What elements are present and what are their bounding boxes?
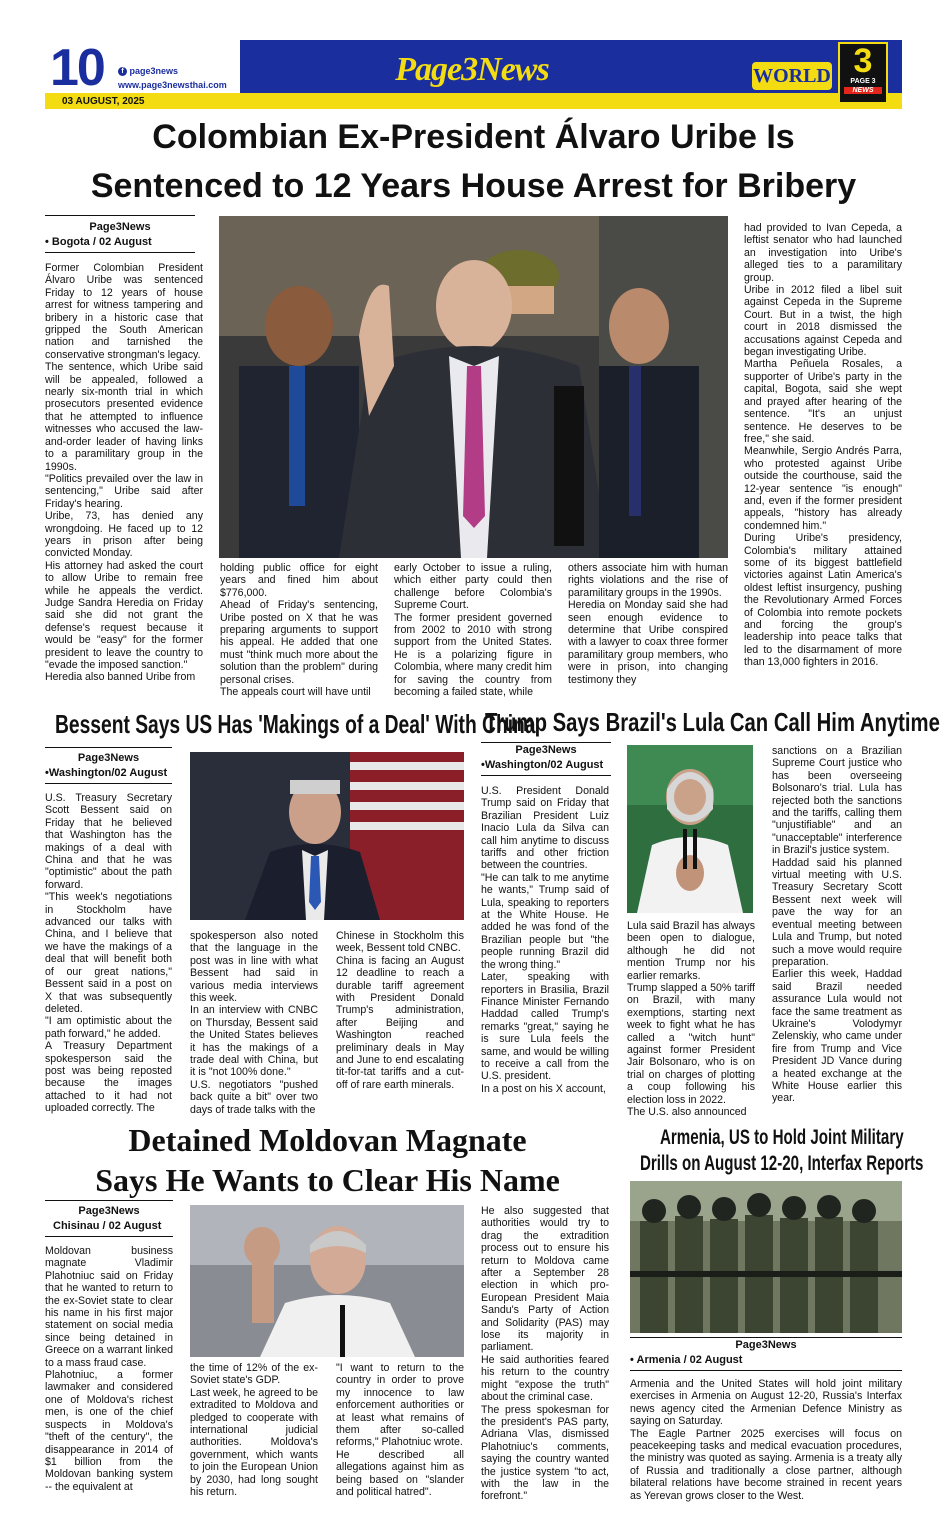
- article4-headline-line2: Says He Wants to Clear His Name: [95, 1162, 560, 1198]
- article1-column-4: others associate him with human rights violations and the rise of paramilitary groups in the 1990s. Heredia on Monday said she had seen enough evidence to determine that Uribe conspired with a lawyer to coax three former paramilitary group members, who were in prison, into changing testimony they: [568, 562, 728, 686]
- article1-dateline: • Bogota / 02 August: [45, 236, 152, 248]
- article2-column-1: U.S. Treasury Secretary Scott Bessent said on Friday that he believed that Washington has the makings of a deal with China and that he was "optimistic" about the path forward. "This week's negotiations in Stockholm have advanced our talks with China, and I believe that we have the makings of a deal that will benefit both of our great nations," Bessent said in a post on X that was subsequently deleted. "I am optimistic about the path forward," he added. A Treasury Department spokesperson said the post was being reposted because the images attached to it had not uploaded correctly. The: [45, 792, 172, 1115]
- article3-source: Page3News: [515, 744, 577, 756]
- article1-column-1: Former Colombian President Álvaro Uribe was sentenced Friday to 12 years of house arrest for witness tampering and bribery in a historic case that gripped the South American nation and tarnished the conservative strongman's legacy. The sentence, which Uribe said will be appealed, followed a nearly six-month trial in which prosecutors presented evidence that he attempted to influence witnesses who accused the law-and-order leader of having links to a paramilitary group in the 1990s. "Politics prevailed over the law in sentencing," Uribe said after Friday's hearing. Uribe, 73, has denied any wrongdoing. He faced up to 12 years in prison after being convicted Monday. His attorney had asked the court to allow Uribe to remain free while he appeals the verdict. Judge Sandra Heredia on Friday said she did not grant the defense's request because it would be "easy" for the former president to leave the country to "evade the imposed sanction." Heredia also banned Uribe from: [45, 262, 203, 684]
- logo-label: PAGE 3: [850, 78, 876, 85]
- byline-rule: [45, 215, 195, 216]
- article5-headline-line2: Drills on August 12-20, Interfax Reports: [640, 1152, 924, 1175]
- article4-column-4: He also suggested that authorities would try to drag the extradition process out to ensure his return to Moldova came after a September 28 election in which pro-European President Maia Sandu's Party of Action and Solidarity (PAS) may lose its majority in parliament. He said authorities feared his return to the country might "expose the truth" about the criminal case. The press spokesman for the president's PAS party, Adriana Vlas, dismissed Plahotniuc's comments, saying the country wanted the justice system "to act, with the law in the forefront.": [481, 1205, 609, 1503]
- article2-column-2: spokesperson also noted that the language in the post was in line with what Bessent had said in various media interviews this week. In an interview with CNBC on Thursday, Bessent said the United States believes it has the makings of a trade deal with China, but it is "not 100% done." U.S. negotiators "pushed back quite a bit" over two days of trade talks with the: [190, 930, 318, 1116]
- byline-rule: [630, 1370, 902, 1371]
- article2-source: Page3News: [77, 752, 140, 764]
- bessent-photo: [190, 752, 464, 920]
- lula-photo-illustration: [627, 745, 753, 913]
- byline-rule: [481, 775, 611, 776]
- page3-logo: [838, 42, 888, 104]
- uribe-photo-illustration: [219, 216, 728, 558]
- article4-dateline: Chisinau / 02 August: [53, 1220, 162, 1232]
- article1-source: Page3News: [89, 221, 151, 233]
- article3-column-2: Lula said Brazil has always been open to dialogue, although he did not mention Trump nor his earlier remarks. Trump slapped a 50% tariff on Brazil, with many exemptions, starting next week to fight what he has called a "witch hunt" against former President Jair Bolsonaro, who is on trial on charges of plotting a coup following his election loss in 2022. The U.S. also announced: [627, 920, 755, 1119]
- byline-rule: [45, 783, 172, 784]
- issue-date: 03 AUGUST, 2025: [62, 96, 145, 107]
- logo-number: 3: [853, 42, 873, 80]
- article5-source: Page3News: [735, 1339, 797, 1351]
- article4-column-2: the time of 12% of the ex-Soviet state's GDP. Last week, he agreed to be extradited to Moldova and pledged to cooperate with international judicial authorities. Moldova's government, which wants to join the European Union by 2030, had long sought his return.: [190, 1362, 318, 1499]
- page-number: 10: [50, 39, 104, 97]
- article1-column-5: had provided to Ivan Cepeda, a leftist senator who had launched an investigation into Uribe's alleged ties to a paramilitary group. Uribe in 2012 filed a libel suit against Cepeda in the Supreme Court. But in a twist, the high court in 2018 dismissed the accusations against Cepeda and began investigating Uribe. Martha Peñuela Rosales, a supporter of Uribe's party in the capital, Bogota, said she wept and prayed after hearing of the sentence. "It's an unjust sentence. He deserves to be free," she said. Meanwhile, Sergio Andrés Parra, who protested against Uribe outside the courthouse, said the 12-year sentence "is enough" and, even if the former president appeals, "history has already condemned him." During Uribe's presidency, Colombia's military attained some of its biggest battlefield victories against Latin America's oldest leftist insurgency, pushing the Revolutionary Armed Forces of Colombia into remote pockets and forcing the group's leadership into peace talks that led to the disarmament of more than 13,000 fighters in 2016.: [744, 222, 902, 669]
- armenia-drill-photo-illustration: [630, 1181, 902, 1333]
- article4-column-1: Moldovan business magnate Vladimir Plahotniuc said on Friday that he wanted to return to the ex-Soviet state to clear his name in his first major statement on social media since being detained in Greece on a warrant linked to a mass fraud case. Plahotniuc, a former lawmaker and considered one of Moldova's richest men, is one of the chief suspects in Moldova's "theft of the century", the disappearance in 2014 of $1 billion from the Moldovan banking system -- the equivalent at: [45, 1245, 173, 1493]
- byline-rule: [45, 252, 195, 253]
- website[interactable]: www.page3newsthai.com: [118, 80, 227, 90]
- armenia-drill-photo: [630, 1181, 902, 1333]
- article3-column-3: sanctions on a Brazilian Supreme Court justice who has been overseeing Bolsonaro's trial. Lula has rejected both the sanctions and the tariffs, calling them "unjustifiable" and an "unacceptable" interference in Brazil's justice system. Haddad said his planned virtual meeting with U.S. Treasury Secretary Scott Bessent next week will pave the way for an eventual meeting between Lula and Trump, but noted such a move would require preparation. Earlier this week, Haddad said Brazil needed assurance Lula would not face the same treatment as Ukraine's Volodymyr Zelenskiy, who came under fire from Trump and Vice President JD Vance during a heated exchange at the White House earlier this year.: [772, 745, 902, 1105]
- facebook-icon: f: [118, 67, 127, 76]
- article5-headline-line1: Armenia, US to Hold Joint Military: [660, 1126, 904, 1149]
- uribe-photo: [219, 216, 728, 558]
- article3-column-1: U.S. President Donald Trump said on Friday that Brazilian President Luiz Inacio Lula da Silva can call him anytime to discuss tariffs and other friction between the countries. "He can talk to me anytime he wants," Trump said of Lula, speaking to reporters at the White House. He added he was fond of the Brazilian people but "the people running Brazil did the wrong thing." Later, speaking with reporters in Brasilia, Brazil Finance Minister Fernando Haddad called Trump's remarks "great," saying he is sure Lula feels the same, and would be willing to receive a call from the U.S. president. In a post on his X account,: [481, 785, 609, 1095]
- masthead: Page3News: [395, 51, 549, 88]
- article1-column-2: holding public office for eight years and fined him about $776,000. Ahead of Friday's sentencing, Uribe posted on X that he was preparing arguments to support his appeal. He added that one must "think much more about the solution than the problem" during personal crises. The appeals court will have until: [220, 562, 378, 699]
- byline-rule: [45, 747, 172, 748]
- lula-photo: [627, 745, 753, 913]
- byline-rule: [45, 1200, 173, 1201]
- article1-headline-line1: Colombian Ex-President Álvaro Uribe Is: [152, 118, 795, 156]
- article3-dateline: •Washington/02 August: [481, 759, 604, 771]
- article2-headline: Bessent Says US Has 'Makings of a Deal' With China: [55, 709, 536, 739]
- social-handle: [118, 66, 178, 76]
- article2-column-3: Chinese in Stockholm this week, Bessent told CNBC. China is facing an August 12 deadline to reach a durable tariff agreement with President Donald Trump's administration, after Beijing and Washington reached preliminary deals in May and June to end escalating tit-for-tat tariffs and a cut-off of rare earth minerals.: [336, 930, 464, 1091]
- article1-headline-line2: Sentenced to 12 Years House Arrest for Bribery: [90, 167, 857, 205]
- article4-column-3: "I want to return to the country in order to prove my innocence to law enforcement authorities or at least what remains of them after so-called reforms," Plahotniuc wrote. He described all allegations against him as being based on "slander and political hatred".: [336, 1362, 464, 1499]
- logo-tag: NEWS: [844, 87, 882, 94]
- plahotniuc-photo-illustration: [190, 1205, 464, 1357]
- article5-dateline: • Armenia / 02 August: [630, 1354, 743, 1366]
- byline-rule: [630, 1337, 902, 1338]
- social-handle-text: page3news: [129, 66, 179, 76]
- bessent-photo-illustration: [190, 752, 464, 920]
- byline-rule: [481, 742, 611, 743]
- article1-column-3: early October to issue a ruling, which either party could then challenge before Colombia's Supreme Court. The former president governed from 2002 to 2010 with strong support from the United States. He is a polarizing figure in Colombia, where many credit him for saving the country from becoming a failed state, while: [394, 562, 552, 699]
- article5-body: Armenia and the United States will hold joint military exercises in Armenia on August 12-20, Russia's Interfax news agency cited the Armenian Defence Ministry as saying on Saturday. The Eagle Partner 2025 exercises will focus on peacekeeping tasks and medical evacuation procedures, the ministry was quoted as saying. Armenia is a treaty ally of Russia and traditionally a close partner, although bilateral relations have become strained in recent years as Yerevan grows closer to the West.: [630, 1378, 902, 1502]
- plahotniuc-photo: [190, 1205, 464, 1357]
- section-label: WORLD: [752, 62, 832, 90]
- article2-dateline: •Washington/02 August: [45, 767, 168, 779]
- article3-headline: Trump Says Brazil's Lula Can Call Him Anytime: [485, 707, 940, 737]
- byline-rule: [45, 1236, 173, 1237]
- article4-source: Page3News: [78, 1205, 140, 1217]
- article4-headline-line1: Detained Moldovan Magnate: [128, 1122, 527, 1158]
